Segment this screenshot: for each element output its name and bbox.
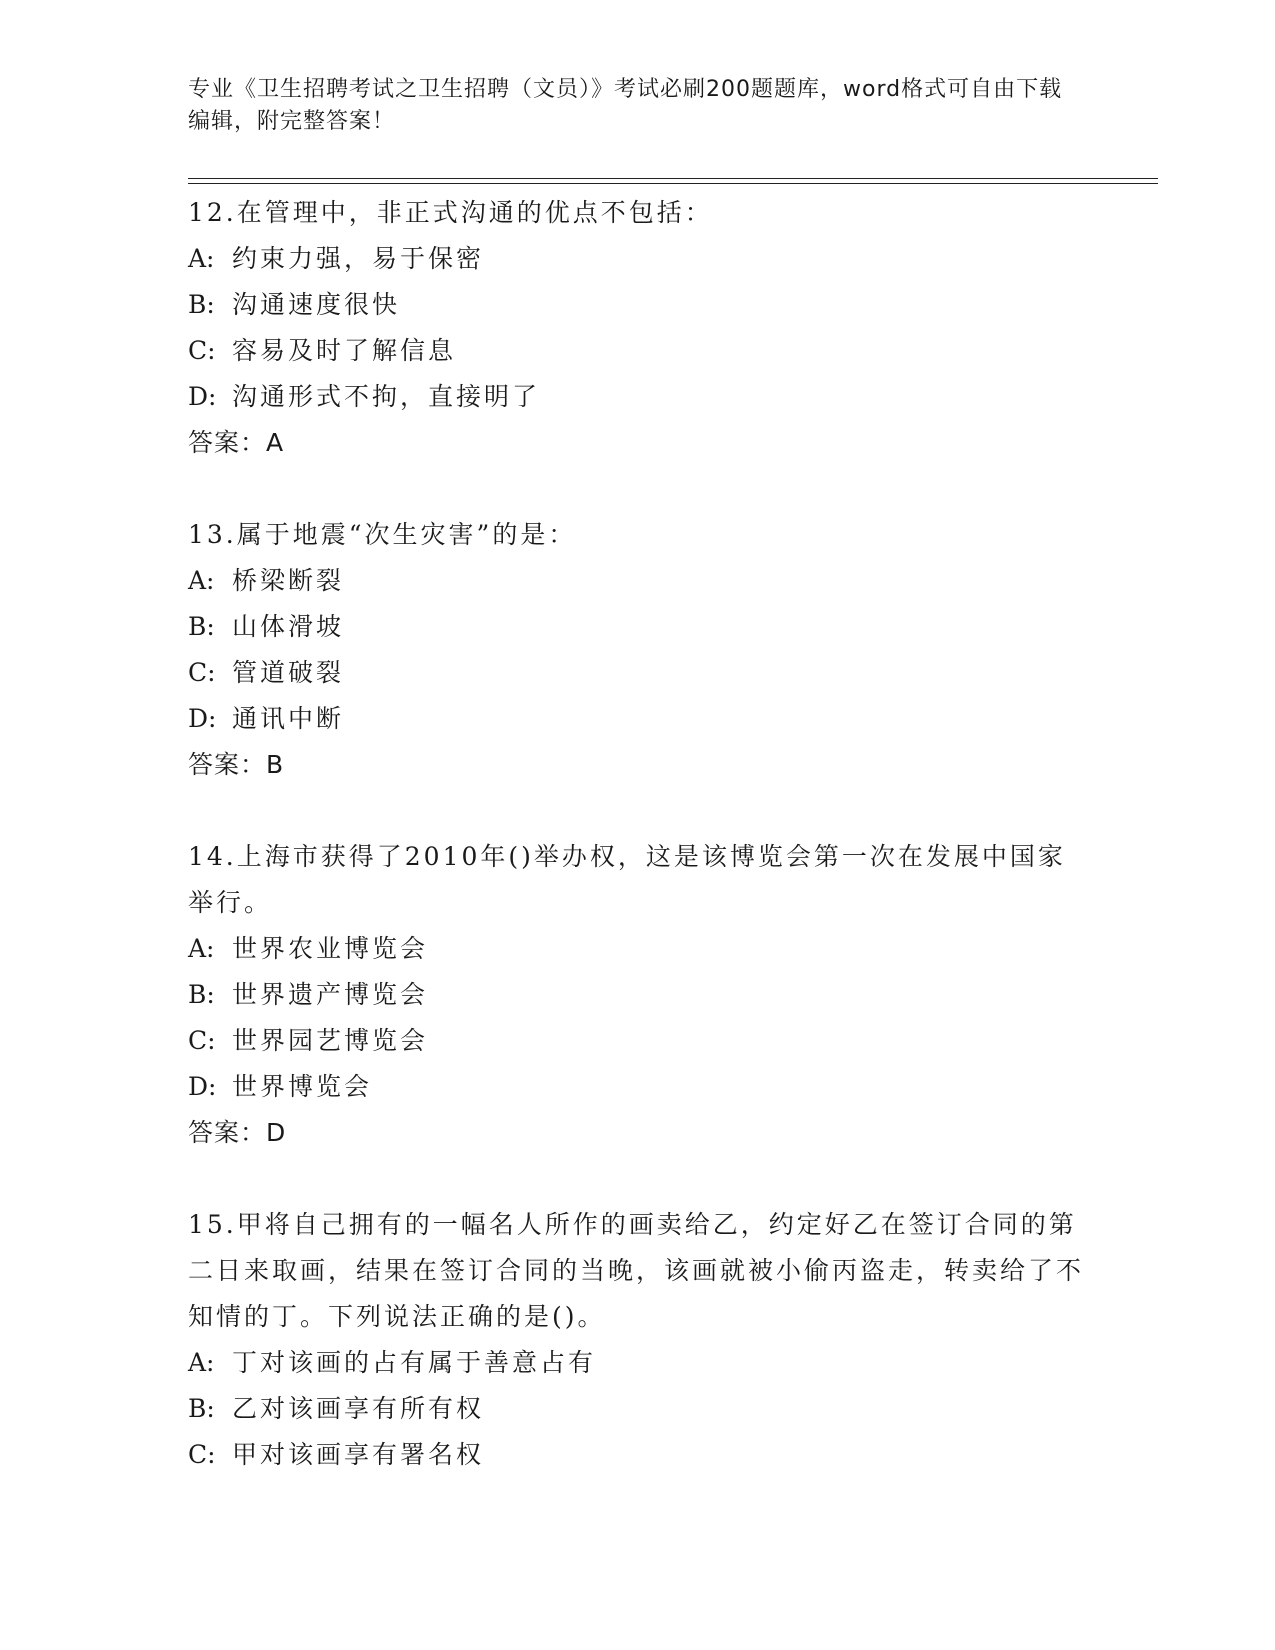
option-text: 桥梁断裂 [232, 566, 345, 595]
option-label: B: [188, 612, 215, 641]
option-label: C: [188, 1440, 216, 1469]
answer-line: 答案：D [188, 1118, 287, 1147]
question-stem: 13.属于地震“次生灾害”的是： [188, 520, 577, 549]
answer-line: 答案：B [188, 750, 285, 779]
option-text: 山体滑坡 [232, 612, 345, 641]
option-d [188, 696, 1088, 742]
header-divider-top [188, 178, 1158, 179]
answer-line: 答案：A [188, 428, 285, 457]
option-d [188, 1064, 1088, 1110]
option-label: D: [188, 1072, 217, 1101]
document-header: 专业《卫生招聘考试之卫生招聘（文员）》考试必刷200题题库，word格式可自由下载编辑，附完整答案！ [188, 77, 1063, 134]
option-c [188, 1432, 1088, 1478]
option-a [188, 926, 1088, 972]
option-a [188, 236, 1088, 282]
question-item [188, 1202, 1088, 1478]
option-text: 世界博览会 [232, 1072, 373, 1101]
option-label: A: [188, 566, 215, 595]
option-text: 管道破裂 [232, 658, 345, 687]
option-text: 容易及时了解信息 [232, 336, 457, 365]
option-label: D: [188, 382, 217, 411]
question-stem: 12.在管理中，非正式沟通的优点不包括： [188, 198, 713, 227]
question-stem: 15.甲将自己拥有的一幅名人所作的画卖给乙，约定好乙在签订合同的第二日来取画，结果在签订合同的当晚，该画就被小偷丙盗走，转卖给了不知情的丁。下列说法正确的是()。 [188, 1210, 1085, 1331]
option-label: D: [188, 704, 217, 733]
option-b [188, 1386, 1088, 1432]
option-text: 沟通形式不拘，直接明了 [232, 382, 541, 411]
question-item [188, 834, 1088, 1156]
option-text: 甲对该画享有署名权 [232, 1440, 485, 1469]
option-text: 世界遗产博览会 [232, 980, 429, 1009]
option-label: C: [188, 1026, 216, 1055]
option-label: B: [188, 1394, 215, 1423]
option-c [188, 1018, 1088, 1064]
option-label: A: [188, 244, 215, 273]
option-label: C: [188, 336, 216, 365]
question-item [188, 512, 1088, 788]
option-label: B: [188, 290, 215, 319]
option-label: A: [188, 1348, 215, 1377]
option-c [188, 650, 1088, 696]
option-b [188, 282, 1088, 328]
option-text: 约束力强，易于保密 [232, 244, 485, 273]
option-text: 丁对该画的占有属于善意占有 [232, 1348, 597, 1377]
question-item [188, 190, 1088, 466]
option-b [188, 604, 1088, 650]
option-text: 乙对该画享有所有权 [232, 1394, 485, 1423]
option-label: B: [188, 980, 215, 1009]
header-divider-bottom [188, 183, 1158, 184]
option-a [188, 558, 1088, 604]
question-list [188, 190, 1088, 1524]
option-label: A: [188, 934, 215, 963]
option-d [188, 374, 1088, 420]
option-b [188, 972, 1088, 1018]
option-a [188, 1340, 1088, 1386]
question-stem: 14.上海市获得了2010年()举办权，这是该博览会第一次在发展中国家举行。 [188, 842, 1066, 917]
option-c [188, 328, 1088, 374]
option-text: 世界农业博览会 [232, 934, 429, 963]
option-label: C: [188, 658, 216, 687]
option-text: 通讯中断 [232, 704, 345, 733]
option-text: 沟通速度很快 [232, 290, 401, 319]
option-text: 世界园艺博览会 [232, 1026, 429, 1055]
